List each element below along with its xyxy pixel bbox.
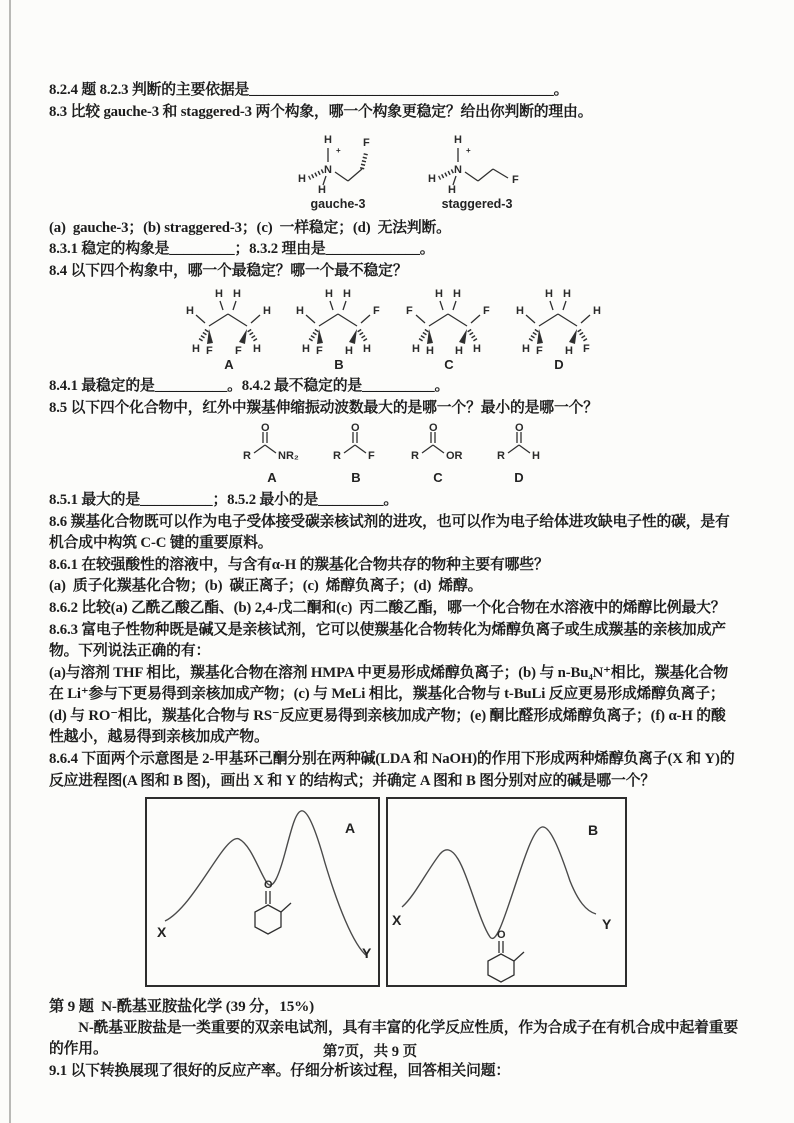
carbonyl-b-drawing (325, 423, 387, 467)
question-8-5-1: 8.5.1 最大的是__________；8.5.2 最小的是_________。 (49, 491, 398, 508)
question-8-6-2: 8.6.2 比较(a) 乙酰乙酸乙酯、(b) 2,4-戊二酮和(c) 丙二酸乙酯，哪一个化合物在水溶液中的烯醇比例最大？ (49, 599, 726, 616)
svg-text:N: N (324, 164, 332, 177)
svg-text:H: H (343, 287, 351, 300)
question-8-6-line2: 机合成中构筑 C-C 键的重要原料。 (49, 535, 273, 552)
diagram-a (145, 797, 380, 987)
diagram-b-corner-label: B (588, 822, 599, 839)
question-8-3: 8.3 比较 gauche-3 和 staggered-3 两个构象，哪一个构象更稳定？给出你判断的理由。 (49, 103, 593, 120)
carbonyl-c-label: C (433, 470, 443, 486)
question-8-6-3-option-def: (d) 与 RO⁻相比，羰基化合物与 RS⁻反应更易得到亲核加成产物；(e) 酮比醛形成烯醇负离子；(f) α-H 的酸 (49, 707, 726, 724)
svg-text:H: H (215, 287, 223, 300)
carbonyl-d-drawing (489, 423, 549, 467)
carbonyl-c (403, 423, 473, 489)
conformer-b (289, 286, 389, 376)
question-8-4-1: 8.4.1 最稳定的是__________。8.4.2 最不稳定的是__________。 (49, 378, 450, 395)
structures-8-5 (235, 423, 755, 489)
reaction-progress-diagrams (145, 797, 755, 987)
svg-text:F: F (406, 304, 413, 317)
carbonyl-c-drawing (403, 423, 473, 467)
conformer-c-label: C (444, 356, 454, 372)
svg-text:R: R (497, 450, 505, 463)
svg-text:O: O (351, 423, 360, 435)
svg-text:F: F (512, 174, 519, 187)
question-8-6-3-line1: 8.6.3 富电子性物种既是碱又是亲核试剂，它可以使羰基化合物转化为烯醇负离子或生成羰基的亲核加成产 (49, 621, 726, 638)
svg-text:H: H (563, 287, 571, 300)
question-8-5: 8.5 以下四个化合物中，红外中羰基伸缩振动波数最大的是哪一个？最小的是哪一个？ (49, 399, 598, 416)
svg-text:H: H (412, 342, 420, 354)
svg-text:O: O (264, 879, 273, 892)
carbonyl-a-label: A (267, 470, 277, 486)
structure-staggered-3 (425, 129, 529, 216)
svg-text:H: H (435, 287, 443, 300)
question-8-4: 8.4 以下四个构象中，哪一个最稳定？哪一个最不稳定？ (49, 262, 408, 279)
svg-text:F: F (363, 137, 370, 150)
svg-text:H: H (455, 344, 463, 354)
conformer-a-label: A (224, 356, 234, 372)
svg-text:F: F (373, 304, 380, 317)
question-8-6-3-option-ab: (a)与溶剂 THF 相比，羰基化合物在溶剂 HMPA 中更易形成烯醇负离子；(b) 与 n-Bu₄N⁺相比，羰基化合物 (49, 664, 728, 681)
conformer-a-drawing (179, 286, 279, 354)
question-9-heading: 第 9 题 N-酰基亚胺盐化学 (39 分，15%) (49, 998, 315, 1016)
question-9-intro-line1: N-酰基亚胺盐是一类重要的双亲电试剂，具有丰富的化学反应性质，作为合成子在有机合成中起着重要 (49, 1019, 739, 1036)
diagram-a-corner-label: A (345, 820, 356, 837)
carbonyl-a-drawing (235, 423, 309, 467)
svg-text:F: F (206, 344, 213, 354)
conformer-c (399, 286, 499, 376)
conformer-b-drawing (289, 286, 389, 354)
staggered-3-drawing (425, 129, 529, 193)
conformer-d-drawing (509, 286, 609, 354)
svg-text:H: H (448, 184, 456, 194)
carbonyl-d-label: D (514, 470, 524, 486)
svg-text:H: H (186, 304, 194, 317)
conformer-d-label: D (554, 356, 564, 372)
svg-text:R: R (333, 450, 341, 463)
diagram-a-ketone (245, 877, 295, 947)
svg-text:O: O (515, 423, 524, 435)
svg-text:H: H (565, 344, 573, 354)
question-8-6-line1: 8.6 羰基化合物既可以作为电子受体接受碳亲核试剂的进攻，也可以作为电子给体进攻缺电子性的碳，是有 (49, 513, 730, 530)
svg-text:H: H (545, 287, 553, 300)
diagram-a-start-label: X (157, 924, 167, 941)
question-8-6-3-option-f-end: 性越小，越易得到亲核加成产物。 (49, 729, 269, 746)
structures-8-4 (179, 286, 755, 376)
diagram-b-start-label: X (392, 912, 402, 929)
conformer-d (509, 286, 609, 376)
structure-gauche-3 (295, 129, 381, 216)
diagram-b (386, 797, 627, 987)
svg-text:H: H (454, 134, 462, 147)
gauche-3-caption: gauche-3 (310, 197, 366, 212)
svg-text:R: R (411, 450, 419, 463)
carbonyl-b-label: B (351, 470, 361, 486)
conformer-a (179, 286, 279, 376)
question-8-3-options: (a) gauche-3；(b) straggered-3；(c) 一样稳定；(d) 无法判断。 (49, 219, 451, 236)
svg-text:F: F (235, 344, 242, 354)
scan-edge-artifact (9, 0, 11, 1123)
svg-text:H: H (473, 342, 481, 354)
question-8-6-3-line2: 物。下列说法正确的有： (49, 643, 211, 660)
structures-8-3 (295, 129, 755, 216)
svg-text:H: H (324, 134, 332, 147)
question-9-1: 9.1 以下转换展现了很好的反应产率。仔细分析该过程，回答相关问题： (49, 1063, 511, 1080)
svg-text:H: H (428, 173, 436, 186)
gauche-3-drawing (295, 129, 381, 193)
svg-text:H: H (532, 450, 540, 463)
diagram-a-end-label: Y (362, 945, 372, 962)
page-number-footer: 第7页，共 9 页 (322, 1044, 418, 1060)
svg-text:R: R (243, 450, 251, 463)
svg-text:O: O (429, 423, 438, 435)
conformer-b-label: B (334, 356, 344, 372)
svg-text:N: N (454, 164, 462, 177)
svg-text:NR₂: NR₂ (278, 450, 299, 463)
question-8-6-1: 8.6.1 在较强酸性的溶液中，与含有α-H 的羰基化合物共存的物种主要有哪些？ (49, 556, 549, 573)
conformer-c-drawing (399, 286, 499, 354)
svg-text:O: O (261, 423, 270, 435)
svg-text:H: H (363, 342, 371, 354)
question-8-6-1-options: (a) 质子化羰基化合物；(b) 碳正离子；(c) 烯醇负离子；(d) 烯醇。 (49, 578, 483, 595)
diagram-b-ketone (478, 927, 528, 985)
svg-text:F: F (368, 450, 375, 463)
question-9-intro-line2: 的作用。 (49, 1041, 108, 1058)
carbonyl-b (325, 423, 387, 489)
svg-text:OR: OR (446, 450, 463, 463)
svg-text:H: H (233, 287, 241, 300)
svg-text:H: H (296, 304, 304, 317)
carbonyl-a (235, 423, 309, 489)
diagram-b-end-label: Y (602, 916, 612, 933)
svg-text:H: H (263, 304, 271, 317)
svg-text:H: H (325, 287, 333, 300)
question-8-6-3-option-bc: 在 Li⁺参与下更易得到亲核加成产物；(c) 与 MeLi 相比，羰基化合物与 t-BuLi 反应更易形成烯醇负离子； (49, 686, 725, 703)
svg-text:H: H (318, 184, 326, 194)
question-8-2-4: 8.2.4 题 8.2.3 判断的主要依据是__________________________________________。 (49, 82, 569, 98)
svg-text:F: F (483, 304, 490, 317)
svg-text:H: H (426, 344, 434, 354)
question-8-6-4-line1: 8.6.4 下面两个示意图是 2-甲基环己酮分别在两种碱(LDA 和 NaOH)的作用下形成两种烯醇负离子(X 和 Y)的 (49, 751, 735, 768)
staggered-3-caption: staggered-3 (441, 197, 513, 212)
svg-text:F: F (316, 344, 323, 354)
svg-text:H: H (298, 173, 306, 186)
svg-text:O: O (497, 929, 506, 942)
svg-text:H: H (192, 342, 200, 354)
svg-text:F: F (583, 342, 590, 354)
svg-text:H: H (453, 287, 461, 300)
svg-text:H: H (302, 342, 310, 354)
svg-text:H: H (345, 344, 353, 354)
question-8-3-1: 8.3.1 稳定的构象是_________；8.3.2 理由是_____________。 (49, 241, 435, 258)
svg-text:H: H (593, 304, 601, 317)
svg-text:+: + (466, 146, 471, 156)
svg-text:H: H (253, 342, 261, 354)
svg-text:F: F (536, 344, 543, 354)
carbonyl-d (489, 423, 549, 489)
svg-text:H: H (516, 304, 524, 317)
page-content (49, 80, 755, 1083)
svg-text:+: + (336, 146, 341, 156)
question-8-6-4-line2: 反应进程图(A 图和 B 图)，画出 X 和 Y 的结构式；并确定 A 图和 B 图分别对应的碱是哪一个？ (49, 772, 655, 789)
svg-text:H: H (522, 342, 530, 354)
